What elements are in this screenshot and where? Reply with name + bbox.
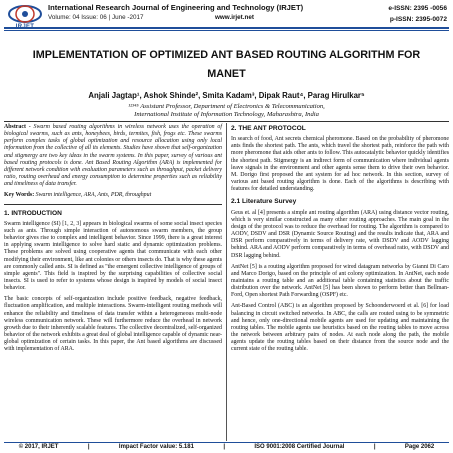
footer-copyright: © 2017, IRJET [18,444,59,450]
issn-block [388,3,447,25]
header-divider [4,27,449,29]
literature-paragraph-3: Ant-Based Control (ABC) is an algorithm proposed by Schoonderwoerd et al. [6] for load balancing in circuit switched networks. In ABC, the calls are routed using to be symmetric and hence, only one-directional mobile agents are used for updating and maintaining the routing tables. The mobile agents use heuristics based on the routing tables to move across the network between arbitrary pairs of nodes. At each node along the path, the mobile agents update the routing tables based on their distance from the source node and the current state of the routing table. [231,303,449,353]
footer-iso: ISO 9001:2008 Certified Journal [254,444,345,450]
abstract-text: - Swarm based routing algorithms in wireless network uses the operation of biological swarms, such as ants, honeybees, birds, termites, fish, frogs etc. These swarms perform complex tasks of global optimization and resource allocation using only local information from the collective of all its elements. Studies have shown that self-organization and stigmergy are two key ideas in the swarm systems. In this paper, survey of various ant based routing protocols is done. Ant Based Routing Algorithm (ARA) is implemented for different network condition with evaluation parameters such as throughput, packet delivery ratio, routing overhead and energy consumption to determine properties such as reliability and timeliness of data transfer. [4,124,222,188]
intro-paragraph-1: Swarm intelligence (SI) [1, 2, 3] appears in biological swarms of some social insect species such as ants. Through simple interaction of autonomous swarm members, the group behavior gives rise to complex and intelligent behavior. Since 1999, there is a great interest in applying swarm intelligence to solve hard static and dynamic optimization problems. These problems are solved using cooperative agents that communicate with each other modifying their environment, like ant colonies or others insects do. That is why these agents are commonly called ants. SI is defined as "the emergent collective intelligence of groups of simple agents". This field is inspired by the surprising capabilities of collective social insects. SI is used to refer to systems whose design is inspired by models of social insect behavior. [4,220,222,292]
left-column [4,124,222,358]
keywords-label: Key Words: [4,192,35,199]
footer-divider [4,442,449,443]
intro-paragraph-2: The basic concepts of self-organization include positive feedback, negative feedback, fluctuation amplification, and multiple interactions. Swarm-intelligent routing methods will enhance the reliability and timeliness of data transfer within a heterogeneous multi-node wireless communication network. These will furthermore reduce the overhead in network growth due to their inherently scalable features. The collective decentralized, self-organized behavior of the network exhibits a great deal of global intelligence capable of dynamic near-global optimization of certain tasks. In this paper, the Ant based algorithms are discussed with implementation of ARA. [4,296,222,353]
affiliation-line-2: International Institute of Information Technology, Maharashtra, India [134,111,319,119]
footer-separator-icon: | [223,444,226,450]
column-divider [226,123,227,441]
right-column [231,124,449,358]
footer-separator-icon: | [373,444,376,450]
abstract-label: Abstract [4,124,26,130]
section-heading-introduction: 1. INTRODUCTION [4,209,62,217]
header-divider-thin [4,30,449,31]
page-footer [4,444,449,450]
pissn: p-ISSN: 2395-0072 [389,16,447,23]
affiliation [20,103,433,119]
footer-impact-factor: Impact Factor value: 5.181 [118,444,194,450]
journal-header [0,0,453,40]
affiliation-line-1: ¹²³⁴⁵ Assistant Professor, Department of Electronics & Telecommunication, [128,103,325,110]
journal-logo-icon [7,4,43,24]
author-list: Anjali Jagtap¹, Ashok Shinde², Smita Kadam³, Dipak Raut⁴, Parag Hirulkar⁵ [88,91,365,100]
literature-paragraph-2: AntNet [5] is a routing algorithm proposed for wired datagram networks by Gianni Di Caro and Marco Dorigo, based on the principle of ant colony optimization. In AntNet, each node maintains a routing table and an additional table containing statistics about the traffic distribution over the network. AntNet [5] has been shown to perform better than Bellman-Ford, Open shortest Path Forwarding (OSPF) etc. [231,263,449,299]
abstract-divider [4,204,222,205]
affiliation-divider [4,121,449,122]
section-heading-ant-protocol: 2. THE ANT PROTOCOL [231,125,306,132]
footer-page-number: Page 2062 [404,444,435,450]
section-heading-literature-survey: 2.1 Literature Survey [231,198,297,206]
ant-protocol-paragraph: In search of food, Ant secrets chemical pheromone. Based on the probability of pheromone ants finds the shortest path. The ants, which travel the shortest path, reinforce the path with more pheromone that aids other ants to follow. This autocatalytic behavior quickly identifies the shortest path. Stigmergy is an indirect form of communication where individual agents leave signals in the environment and other agents sense them to drive their own behavior. M. Dorigo first proposed the ant system for ad hoc network. In this section, survey of various ant based routing algorithm is done. Each of the algorithms is describing with features for detailed understanding. [231,136,449,193]
journal-title: International Research Journal of Engineering and Technology (IRJET) [48,3,304,12]
journal-url[interactable]: www.irjet.net [215,14,254,21]
keywords [4,192,222,199]
literature-paragraph-1: Geus et. al [4] presents a simple ant routing algorithm (ARA) using distance vector routing, which is very similar constructed as many other routing approaches. The main goal in the design of the protocol was to reduce the overhead for routing. The algorithm is compared to AODV, DSDV and DSR (Dynamic Source Routing) and the results indicate that, ARA and DSR perform comparatively in terms of delivery rate, with DSDV and AODV lagging behind. ARA and AODV perform comparatively in terms of overhead ratio, with DSDV and DSR lagging behind. [231,209,449,259]
paper-title: IMPLEMENTATION OF OPTIMIZED ANT BASED ROUTING ALGORITHM FOR MANET [32,49,421,80]
keywords-text: Swarm intelligence, ARA, Ants, PDR, throughput [34,192,152,199]
footer-separator-icon: | [87,444,90,450]
abstract [4,124,222,188]
journal-volume: Volume: 04 Issue: 06 | June -2017 [48,14,144,21]
eissn: e-ISSN: 2395 -0056 [388,5,447,12]
